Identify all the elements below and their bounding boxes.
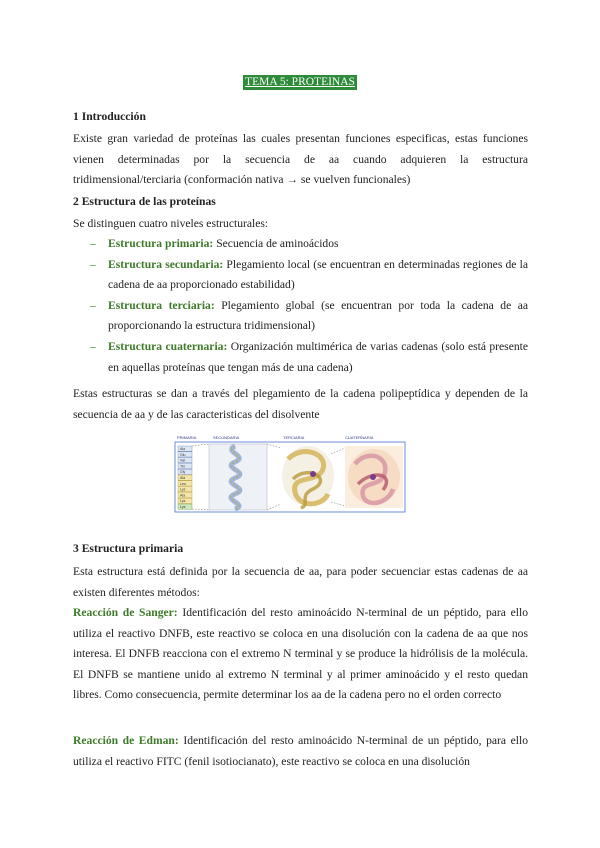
residue [178, 504, 192, 509]
primaria-paragraph [73, 562, 528, 603]
dash-bullet-icon: – [90, 298, 96, 312]
residue [178, 481, 192, 486]
list-item [90, 234, 528, 255]
section-heading-intro: 1 Introducción [73, 110, 146, 123]
title-container [0, 72, 600, 90]
list-item [90, 296, 528, 337]
section-heading-estructura: 2 Estructura de las proteínas [73, 195, 216, 208]
residue [178, 492, 192, 497]
dash-bullet-icon: – [90, 237, 96, 250]
secondary-helix-panel [209, 444, 267, 510]
residue [178, 475, 192, 480]
residue-label: Ala [180, 447, 186, 451]
residue-label: Ala [180, 493, 186, 498]
residue [178, 458, 192, 463]
figure-header-terciaria: TERCIARIA [283, 435, 305, 440]
protein-structure-figure [173, 434, 407, 520]
niveles-intro-text: Se distinguen cuatro niveles estructurales: [73, 217, 269, 230]
residue [178, 452, 192, 457]
level-term: Estructura secundaria: [108, 257, 224, 271]
residue [178, 498, 192, 503]
residue [178, 446, 192, 451]
residue-label: Thr [180, 464, 186, 469]
residue-label: Val [180, 458, 185, 463]
level-text: Plegamiento local (se encuentran en determinadas regiones de la cadena de aa proporcionado estabilidad) [108, 257, 528, 292]
residue-label: Ala [180, 476, 186, 480]
edman-term: Reacción de Edman: [73, 734, 179, 747]
intro-text: Existe gran variedad de proteínas las cuales presentan funciones especificas, estas funciones vienen determinadas por la secuencia de aa cuando adquieren la estructura tridimensional/terciaria (conformación nativa → se vuelven funcionales) [73, 132, 528, 187]
residue [178, 487, 192, 492]
list-item [90, 337, 528, 378]
sanger-text: Identificación del resto aminoácido N-terminal de un péptido, para ello utiliza el reactivo DNFB, este reactivo se coloca en una disolución con la cadena de aa que nos interesa. El DNFB reacciona con el extremo N terminal y se produce la hidrólisis de la molécula. El DNFB se mantiene unido al extremo N terminal y al primer aminoácido y el resto quedan libres. Como consecuencia, permite determinar los aa de la cadena pero no el orden correcto [73, 606, 529, 702]
level-term: Estructura cuaternaria: [108, 339, 228, 353]
residue [178, 469, 192, 474]
figure-header-primaria: PRIMARIA [177, 435, 197, 440]
figure-header-secundaria: SECUNDARIA [213, 435, 240, 440]
structure-levels-list [90, 234, 528, 378]
quaternary-panel [345, 446, 403, 508]
document-title: TEMA 5: PROTEINAS [245, 76, 355, 88]
primaria-text: Esta estructura está definida por la secuencia de aa, para poder secuenciar estas cadenas de aa existen diferentes métodos: [73, 565, 528, 599]
level-text: Organización multimérica de varias cadenas (solo está presente en aquellas proteínas que tengan más de una cadena) [108, 339, 529, 374]
level-text: Secuencia de aminoácidos [216, 237, 339, 250]
figure-header-cuaternaria: CUATERNARIA [345, 435, 374, 440]
section-heading-primaria: 3 Estructura primaria [73, 542, 184, 555]
sanger-term: Reacción de Sanger: [73, 606, 178, 619]
list-item [90, 255, 528, 296]
residue-label: Lys [180, 499, 186, 504]
residue-label: Glu [180, 452, 186, 457]
edman-text: Identificación del resto aminoácido N-terminal de un péptido, para ello utiliza el reactivo FITC (fenil isotiocianato), este reactivo se coloca en una disolución [73, 734, 528, 768]
residue-label: Lys [180, 487, 186, 492]
intro-paragraph [73, 129, 528, 191]
residue [178, 463, 192, 468]
level-term: Estructura primaria: [108, 237, 214, 250]
estructuras-closing [73, 384, 528, 425]
dash-bullet-icon: – [90, 257, 96, 271]
level-text: Plegamiento global (se encuentran por toda la cadena de aa proporcionando la estructura tridimensional) [108, 298, 528, 333]
level-term: Estructura terciaria: [108, 298, 215, 312]
niveles-intro [73, 214, 528, 235]
edman-paragraph [73, 731, 528, 772]
residue-label: Gly [180, 470, 186, 475]
residue-label: Leu [180, 481, 186, 486]
primary-residue-chain [178, 446, 192, 509]
dash-bullet-icon: – [90, 339, 96, 353]
residue-label: Lys [180, 505, 186, 509]
sanger-paragraph [73, 603, 528, 706]
closing-text: Estas estructuras se dan a través del plegamiento de la cadena polipeptídica y dependen de la secuencia de aa y de las caracteristicas del disolvente [73, 387, 528, 421]
